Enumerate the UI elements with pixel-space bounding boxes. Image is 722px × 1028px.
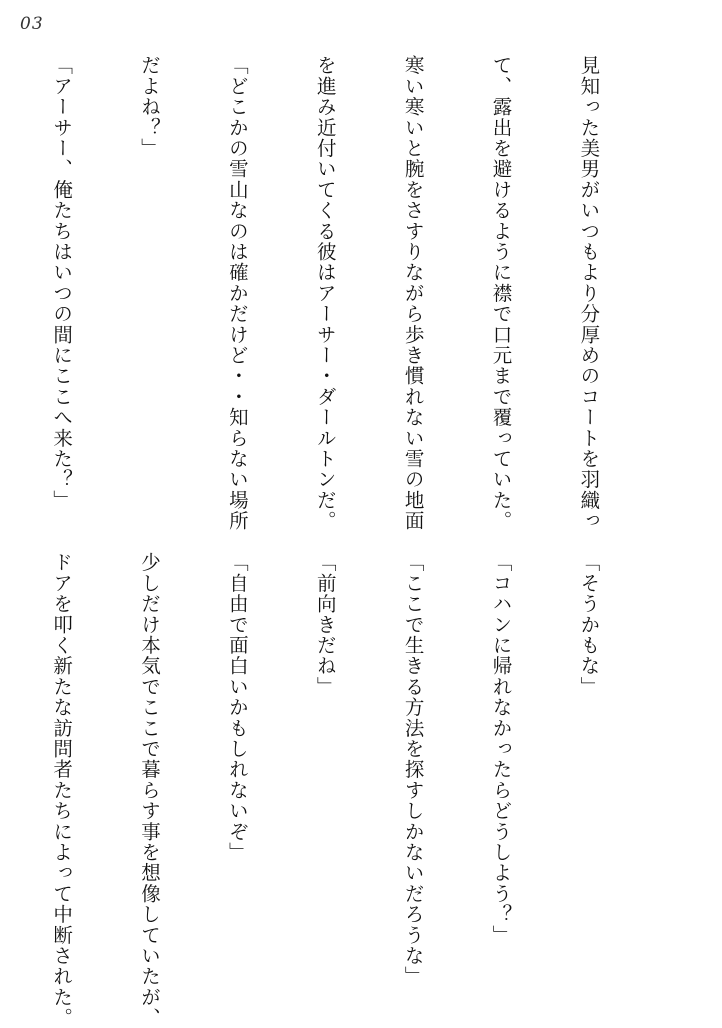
text-line: 少しだけ本気でここで暮らす事を想像していたが、 xyxy=(137,552,161,1028)
text-line: 「アーサー、俺たちはいつの間にここへ来た？」 xyxy=(50,55,74,511)
text-line: 寒い寒いと腕をさすりながら歩き慣れない雪の地面 xyxy=(401,55,425,532)
text-line: を進み近付いてくる彼はアーサー・ダールトンだ。 xyxy=(313,55,337,532)
text-line: 「コハンに帰れなかったらどうしよう？」 xyxy=(489,552,513,946)
page-number: 03 xyxy=(20,14,44,34)
text-line: 「自由で面白いかもしれないぞ」 xyxy=(225,552,249,863)
text-line: て、露出を避けるように襟で口元まで覆っていた。 xyxy=(489,55,513,532)
text-line: 「どこかの雪山なのは確かだけど・・知らない場所 xyxy=(225,55,249,532)
upper-text-block xyxy=(50,55,662,532)
text-line: 「前向きだね」 xyxy=(313,552,337,697)
text-line: 「そうかもな」 xyxy=(577,552,601,697)
text-line: 見知った美男がいつもより分厚めのコートを羽織っ xyxy=(577,55,601,532)
text-line: 「ここで生きる方法を探すしかないだろうな」 xyxy=(401,552,425,987)
text-line: だよね？」 xyxy=(137,55,161,159)
lower-text-block xyxy=(50,552,662,1028)
text-line: ドアを叩く新たな訪問者たちによって中断された。 xyxy=(50,552,74,1028)
